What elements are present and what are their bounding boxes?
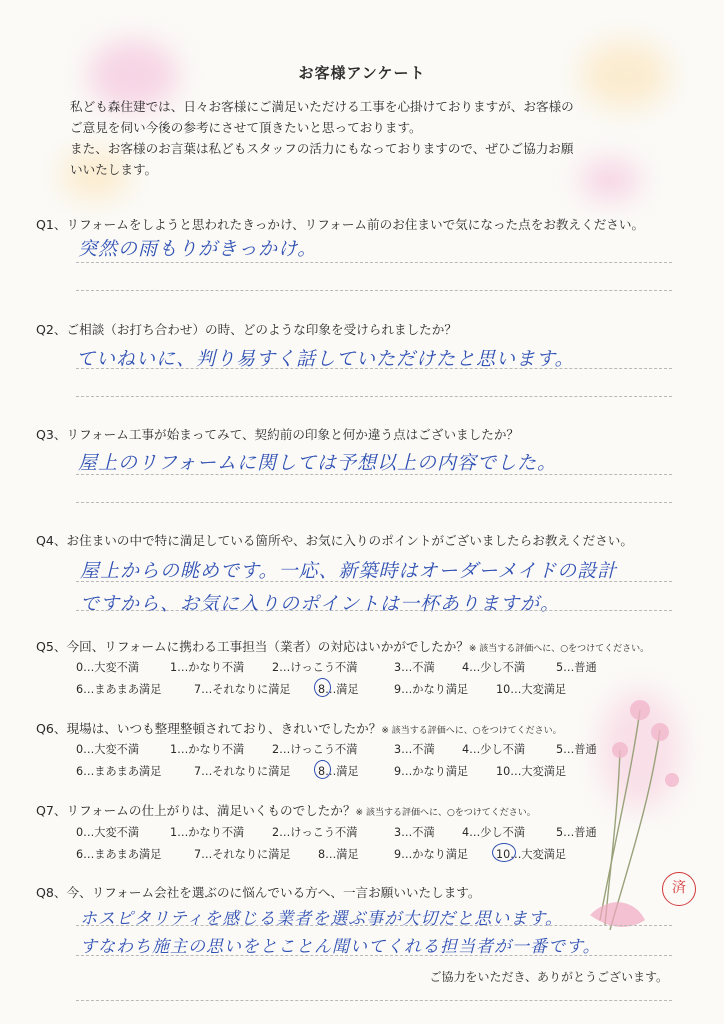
rating-option[interactable]: 0…大変不満 (76, 743, 140, 756)
rating-option[interactable]: 4…少し不満 (462, 743, 526, 756)
question-6 (36, 718, 562, 737)
rating-option[interactable]: 6…まあまあ満足 (76, 848, 162, 861)
answer-line (76, 368, 672, 369)
answer-2: ていねいに、判り易すく話していただけたと思います。 (76, 348, 575, 370)
rating-option[interactable]: 4…少し不満 (462, 826, 526, 839)
answer-line (76, 610, 672, 611)
page-title: お客様アンケート (298, 64, 426, 82)
answer-line (76, 262, 672, 263)
rating-option[interactable]: 5…普通 (556, 661, 597, 674)
rating-option[interactable]: 3…不満 (394, 826, 435, 839)
rating-option[interactable]: 3…不満 (394, 743, 435, 756)
selected-rating-circle (314, 678, 331, 697)
answer-line (76, 955, 672, 956)
intro-text (70, 96, 690, 180)
answer-line (76, 474, 672, 475)
intro-line: 私ども森住建では、日々お客様にご満足いただける工事を心掛けておりますが、お客様の (70, 99, 574, 114)
question-4: Q4、お住まいの中で特に満足している箇所や、お気に入りのポイントがございましたらお教えください。 (36, 533, 633, 548)
rating-option[interactable]: 1…かなり不満 (170, 743, 245, 756)
answer-line (76, 396, 672, 397)
rating-option[interactable]: 10…大変満足 (496, 683, 567, 696)
intro-line: また、お客様のお言葉は私どもスタッフの活力にもなっておりますので、ぜひご協力お願 (70, 141, 574, 156)
question-5 (36, 636, 649, 655)
rating-option[interactable]: 1…かなり不満 (170, 661, 245, 674)
answer-1: 突然の雨もりがきっかけ。 (78, 238, 318, 260)
answer-line (76, 581, 672, 582)
selected-rating-circle (492, 843, 516, 862)
rating-option[interactable]: 6…まあまあ満足 (76, 683, 162, 696)
rating-note: ※ 該当する評価へに、○をつけてください。 (468, 644, 650, 654)
answer-line (76, 502, 672, 503)
rating-option[interactable]: 0…大変不満 (76, 661, 140, 674)
rating-note: ※ 該当する評価へに、○をつけてください。 (355, 808, 536, 818)
question-5-text: Q5、今回、リフォームに携わる工事担当（業者）の対応はいかがでしたか？ (36, 639, 469, 654)
answer-4-line-2: ですから、お気に入りのポイントは一杯ありますが。 (80, 593, 561, 615)
question-8: Q8、今、リフォーム会社を選ぶのに悩んでいる方へ、一言お願いいたします。 (36, 885, 481, 900)
rating-option[interactable]: 0…大変不満 (76, 826, 140, 839)
question-7-text: Q7、リフォームの仕上がりは、満足いくものでしたか？ (36, 803, 356, 818)
question-6-text: Q6、現場は、いつも整理整頓されており、きれいでしたか？ (36, 721, 382, 736)
rating-option[interactable]: 9…かなり満足 (394, 683, 469, 696)
rating-option[interactable]: 10…大変満足 (496, 765, 567, 778)
rating-option[interactable]: 10…大変満足 (496, 848, 567, 861)
rating-option[interactable]: 6…まあまあ満足 (76, 765, 162, 778)
rating-option[interactable]: 3…不満 (394, 661, 435, 674)
rating-option[interactable]: 8…満足 (318, 848, 359, 861)
rating-option[interactable]: 9…かなり満足 (394, 765, 469, 778)
question-1: Q1、リフォームをしようと思われたきっかけ、リフォーム前のお住まいで気になった点をお教えください。 (36, 217, 645, 232)
answer-8-line-2: すなわち施主の思いをとことん聞いてくれる担当者が一番です。 (80, 937, 601, 957)
closing-text: ご協力をいただき、ありがとうございます。 (429, 970, 668, 984)
rating-option[interactable]: 7…それなりに満足 (194, 683, 291, 696)
rating-option[interactable]: 9…かなり満足 (394, 848, 469, 861)
rating-option[interactable]: 7…それなりに満足 (194, 765, 291, 778)
answer-4-line-1: 屋上からの眺めです。一応、新築時はオーダーメイドの設計 (80, 560, 618, 582)
intro-line: ご意見を伺い今後の参考にさせて頂きたいと思っております。 (70, 120, 422, 135)
approval-stamp: 済 (662, 872, 696, 906)
question-2: Q2、ご相談（お打ち合わせ）の時、どのような印象を受けられましたか？ (36, 322, 457, 337)
rating-note: ※ 該当する評価へに、○をつけてください。 (381, 726, 562, 736)
rating-option[interactable]: 5…普通 (556, 826, 597, 839)
rating-option[interactable]: 1…かなり不満 (170, 826, 245, 839)
question-3: Q3、リフォーム工事が始まってみて、契約前の印象と何か違う点はございましたか？ (36, 427, 520, 442)
rating-option[interactable]: 7…それなりに満足 (194, 848, 291, 861)
answer-3: 屋上のリフォームに関しては予想以上の内容でした。 (78, 452, 558, 474)
rating-option[interactable]: 5…普通 (556, 743, 597, 756)
answer-8-line-1: ホスピタリティを感じる業者を選ぶ事が大切だと思います。 (80, 909, 563, 929)
intro-line: いいたします。 (70, 162, 158, 177)
rating-option[interactable]: 2…けっこう不満 (272, 661, 358, 674)
question-7 (36, 800, 536, 819)
selected-rating-circle (314, 760, 331, 779)
answer-line (76, 290, 672, 291)
rating-option[interactable]: 4…少し不満 (462, 661, 526, 674)
rating-option[interactable]: 8…満足 (318, 765, 359, 778)
answer-line (76, 1000, 672, 1001)
rating-option[interactable]: 2…けっこう不満 (272, 826, 358, 839)
rating-option[interactable]: 2…けっこう不満 (272, 743, 358, 756)
rating-option[interactable]: 8…満足 (318, 683, 359, 696)
answer-line (76, 925, 672, 926)
